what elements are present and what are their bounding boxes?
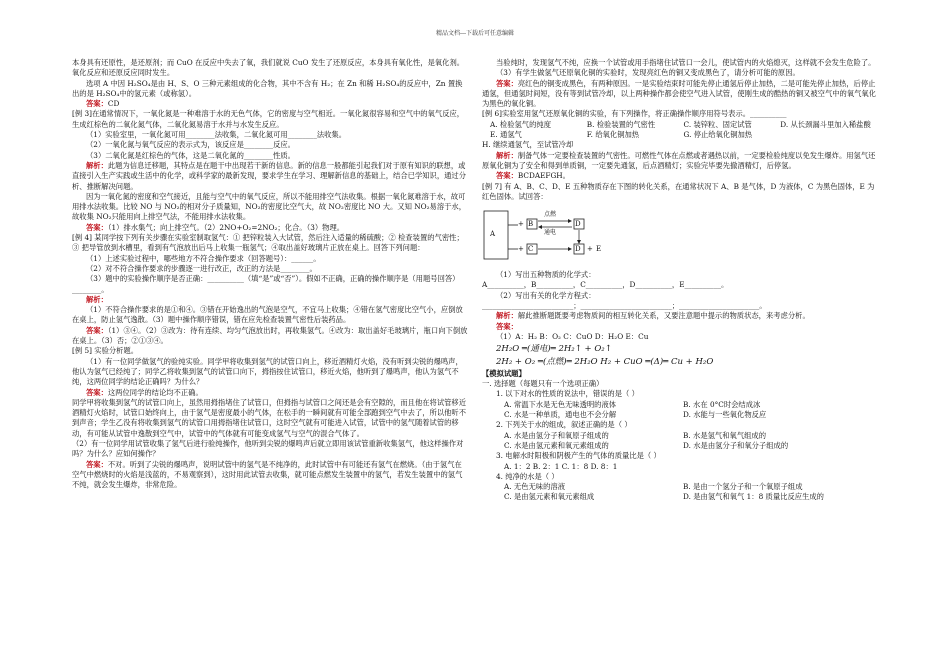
right-paragraph <box>482 301 877 311</box>
left-text: （1）上述实验过程中，哪些地方不符合操作要求（回答题号）：______。 <box>86 253 321 263</box>
left-paragraph <box>72 140 469 150</box>
answer-label: 答案： <box>86 387 108 397</box>
right-option: D. 从长颈漏斗里加入稀盐酸 <box>780 119 871 129</box>
left-text: [例 3]在通常情况下，一氧化氮是一种难溶于水的无色气体，它的密度与空气相近。一氧化氮很容易和空气中的氧气反应，生成红棕色的二氧化氮气体，二氧化氮易溶于水并与水发生反应。 <box>72 109 465 129</box>
node-e: E <box>596 245 602 254</box>
left-paragraph <box>72 192 469 223</box>
question-option[interactable]: C. 水是一种单质，通电也不会分解 <box>504 410 617 420</box>
node-c: C <box>528 245 534 254</box>
question-option[interactable]: A. 1：2 B. 2：1 C. 1：8 D. 8：1 <box>504 461 618 471</box>
left-text: 本身具有还原性，是还原剂；而 CuO 在反应中失去了氧，我们就说 CuO 发生了还原反应，本身具有氧化性，是氧化剂。氧化反应和还原反应同时发生。 <box>72 58 465 78</box>
right-text: 亮红色的铜变成黑色，有两种原因。一是实验结束时可能先停止通氢后停止加热，二是可能先停止加热，后停止通氢，但通氢时间短，没有等到试管冷却，以上两种操作都会使空气进入试管，使刚生成的酷热的铜又被空气中的氧气氧化为黑色的氧化铜。 <box>482 78 877 109</box>
left-paragraph <box>72 161 469 192</box>
left-text: （1）③④。（2）③改为：待有连续、均匀气泡放出时，再收集氢气。④改为：取出盖好毛玻璃片，瓶口向下倒放在桌上。（3）否；②①③④。 <box>72 325 468 346</box>
left-text: （2）一氧化氮与氧气反应的表示式为，该反应是________反应。 <box>86 140 295 150</box>
practice-section <box>482 369 877 503</box>
left-paragraph <box>72 151 469 161</box>
question-stem: 3. 电解水时阳极和阴极产生的气体的质量比是（ ） <box>496 451 661 461</box>
right-paragraph <box>482 171 877 181</box>
node-d: D <box>575 220 581 229</box>
question-option[interactable]: D. 水能与一些氧化物反应 <box>683 410 767 420</box>
question-options <box>482 482 877 503</box>
left-paragraph <box>72 346 469 356</box>
right-option: G. 停止给氧化铜加热 <box>683 130 753 140</box>
question-option[interactable]: B. 水是氢气和氧气组成的 <box>683 430 767 440</box>
answer-label: 答案： <box>496 321 518 331</box>
left-text: （2）对不符合操作要求的步骤逐一进行改正，改正的方法是________。 <box>86 263 317 273</box>
plus-3: + <box>587 245 593 254</box>
left-text: CD <box>107 99 120 109</box>
left-paragraph <box>72 254 469 264</box>
node-d-2: D <box>575 245 581 254</box>
left-text: （1）排水集气；向上排空气。（2）2NO+O₂=2NO₂；化合。（3）物理。 <box>107 222 345 232</box>
node-b: B <box>528 220 534 229</box>
right-text: （2）写出有关的化学方程式： <box>496 290 596 300</box>
left-text: （2）有一位同学用试管收集了氢气后进行验纯操作，他听到尖锐的爆鸣声后就立即用该试管重新收集氢气，他这样操作对吗？为什么？应如何操作？ <box>72 438 464 459</box>
right-paragraph <box>482 140 877 150</box>
left-text: [例 5] 实验分析题。 <box>72 346 139 356</box>
left-text: 选项 A 中因 H₂SO₄是由 H、S、O 三种元素组成的化合物，其中不含有 H₂；在 Zn 和稀 H₂SO₄的反应中，Zn 置换出的是 H₂SO₄中的氢元素（或称氢）。 <box>72 78 463 98</box>
right-paragraph <box>482 311 877 321</box>
conversion-diagram <box>482 205 877 267</box>
question-option[interactable]: B. 是由一个氢分子和一个氧原子组成 <box>683 482 803 492</box>
right-text: （1）写出五种物质的化学式： <box>496 270 596 280</box>
right-paragraph <box>482 322 877 332</box>
right-paragraph <box>482 58 877 68</box>
question-option[interactable]: B. 水在 0°C时会结成冰 <box>683 399 761 409</box>
left-text: （1）有一位同学做氢气的验纯实验。同学甲将收集到氢气的试管口向上，移近酒精灯火焰，没有听到尖锐的爆鸣声，他认为氢气已经纯了；同学乙将收集到氢气的试管口向下，拇指按住试管口，移近火焰，他听到了爆鸣声，他认为氢气不纯，这两位同学的结论正确吗？为什么？ <box>72 356 463 387</box>
right-options-4 <box>482 120 877 130</box>
question-list <box>482 389 877 502</box>
plus-2: + <box>518 245 524 254</box>
right-paragraph <box>482 280 877 290</box>
cond-ignite: 点燃 <box>544 211 557 219</box>
left-paragraph <box>72 79 469 100</box>
right-text: [例 6]实验室用氢气还原氧化铜的实验，有下列操作，将正确操作顺序用符号表示。__________ <box>482 109 787 119</box>
right-text: 解此推断题既要考虑物质间的相互转化关系，又要注意题中提示的物质状态，来考虑分析。 <box>517 311 810 321</box>
answer-label: 答案： <box>86 325 108 335</box>
right-text: （1）A：H₂ B：O₂ C：CuO D：H₂O E：Cu <box>496 331 649 341</box>
answer-label: 答案： <box>496 78 518 88</box>
left-paragraph <box>72 99 469 109</box>
answer-label: 答案： <box>496 171 518 181</box>
right-text: BCDAEFGH。 <box>517 171 570 181</box>
question-option[interactable]: A. 常温下水是无色无味透明的液体 <box>504 399 617 409</box>
question-option[interactable]: D. 水是由氢分子和氧分子组成的 <box>683 440 789 450</box>
right-option: C. 装锌粒、固定试管 <box>683 119 752 129</box>
left-paragraph <box>72 130 469 140</box>
answer-label: 解析： <box>86 294 108 304</box>
left-column <box>72 58 469 490</box>
left-paragraph <box>72 264 469 274</box>
left-paragraph <box>72 388 469 398</box>
left-text: 因为一氧化氮的密度和空气接近，且能与空气中的氧气反应，所以不能用排空气法收集。根据一氧化氮难溶于水，故可用排水法收集。比较 NO 与 NO₂的相对分子质量知，NO₂的密度比空气大，故 NO₂密度比 NO 大。又知 NO₂易溶于水，故收集 NO₂只能用向上排空气法，不能用排水法收集。 <box>72 191 467 222</box>
left-text: （1）实验室里，一氧化氮可用________法收集，二氧化氮可用________法收集。 <box>86 130 347 140</box>
right-text: 制备气体一定要检查装置的气密性。可燃性气体在点燃或者遇热以前，一定要检验纯度以免发生爆炸。用氢气还原氧化铜为了安全和得到单质铜，一定要先通氢，后点酒精灯；实验完毕要先撤酒精灯，后停氢。 <box>482 150 876 170</box>
right-bottom-text <box>482 270 877 342</box>
right-paragraph <box>482 79 877 110</box>
plus-1: + <box>518 220 524 229</box>
right-text: H. 继续通氢气，至试管冷却 <box>482 140 574 150</box>
answer-label: 解析： <box>86 160 108 170</box>
right-paragraph <box>482 151 877 172</box>
left-paragraph <box>72 274 469 295</box>
right-text: （3）有学生做氢气还原氧化铜的实验时，发现亮红色的铜又变成黑色了，请分析可能的原因。 <box>496 68 800 78</box>
left-text: 不对。听到了尖锐的爆鸣声，说明试管中的氢气是不纯净的，此时试管中有可能还有氢气在燃烧。（由于氢气在空气中燃烧时的火焰是浅蓝的，不易观察到），这时用此试管去收集，就可能点燃发生装置中的氢气，若发生装置中的氢气不纯，就会发生爆炸，非常危险。 <box>72 459 463 490</box>
right-option: B. 检验装置的气密性 <box>586 119 656 129</box>
practice-title: 【模拟试题】 <box>482 368 526 378</box>
equation-electrolysis: 2H₂O ═(通电)═ 2H₂↑ + O₂↑ <box>496 344 612 355</box>
answer-label: 解析： <box>496 311 518 321</box>
question-stem: 4. 纯净的水是（ ） <box>496 471 559 481</box>
question-option[interactable]: A. 无色无味的溶液 <box>504 482 565 492</box>
left-paragraph <box>72 326 469 347</box>
left-paragraph <box>72 357 469 388</box>
left-paragraph <box>72 295 469 305</box>
question-option[interactable]: D. 是由氢气和氧气 1：8 质量比反应生成的 <box>683 492 824 502</box>
right-option: E. 通氢气 <box>490 130 522 140</box>
right-top-text <box>482 58 877 202</box>
right-paragraph <box>482 68 877 78</box>
left-paragraph <box>72 58 469 79</box>
right-option: A. 检验氢气的纯度 <box>490 119 551 129</box>
answer-label: 答案： <box>86 222 108 232</box>
answer-label: 解析： <box>496 150 518 160</box>
right-text: A__________，B__________，C__________，D__________，E__________。 <box>482 280 729 290</box>
left-text: 此题为信息迁移题，其特点是在题干中出现若干新的信息。新的信息一般都能引起我们对于原有知识的联想，或直接引入生产实践或生活中的化学，或科学家的最新发现，要求学生在学习、理解新信息的基础上，结合已学知识，通过分析、推断解决问题。 <box>72 160 467 191</box>
question-option[interactable]: C. 是由氢元素和氧元素组成 <box>504 492 595 502</box>
right-paragraph <box>482 291 877 301</box>
right-text: _________________________；_________________________；______________________。 <box>482 301 767 311</box>
right-column <box>482 58 877 503</box>
question-options <box>482 462 877 472</box>
left-text: （1）不符合操作要求的是①和④。③错在开始逸出的气泡是空气，不宜马上收集；④错在氢气密度比空气小，应倒放在桌上，防止氢气逸散。（3）题中操作顺序错误，错在应先检查装置气密性后装药品。 <box>72 305 463 325</box>
right-paragraph <box>482 270 877 280</box>
answer-label: 答案： <box>86 99 108 109</box>
question-option[interactable]: C. 水是由氢元素和氧元素组成的 <box>504 440 609 450</box>
node-a: A <box>490 230 496 239</box>
left-text: [例 4] 某同学按下列有关步骤在实验室制取氢气：① 把锌粒装入大试管，然后注入适量的稀硫酸；② 检查装置的气密性；③ 把导管放到水槽里，看到有气泡放出后马上收集一瓶氢气；④取出盖好玻璃片正放在桌上。回答下列问题： <box>72 233 464 253</box>
left-text: 这两位同学的结论均不正确。 <box>107 387 203 397</box>
left-paragraph <box>72 460 469 491</box>
left-paragraph <box>72 233 469 254</box>
left-paragraph <box>72 223 469 233</box>
question-options <box>482 400 877 421</box>
left-text: 同学甲将收集到氢气的试管口向上，虽然用拇指堵住了试管口，但拇指与试管口之间还是会有空隙的，而且他在将试管移近酒精灯火焰时，试管口始终向上，由于氢气是密度最小的气体，在松手的一瞬间就有可能全部跑到空气中去了，所以他听不到声音；学生乙没有将收集到氢气的试管口用拇指堵住试管口，这时空气就有可能进入试管，试管中的氢气随着试管的移动，有可能从试管中逸散到空气中，试管中的气体就有可能变成氢气与空气的混合气体了。 <box>72 397 467 438</box>
right-paragraph <box>482 182 877 203</box>
answer-label: 答案： <box>86 459 108 469</box>
question-option[interactable]: A. 水是由氢分子和氧原子组成的 <box>504 430 609 440</box>
right-paragraph <box>482 109 877 119</box>
right-option: F. 给氧化铜加热 <box>586 130 640 140</box>
left-text: （3）题中的实验操作顺序是否正确：__________（填“是”或“否”）。假如不正确，正确的操作顺序是（用题号回答）________。 <box>72 274 460 294</box>
cond-electrolysis: 通电 <box>544 229 557 237</box>
question-options <box>482 431 877 452</box>
left-paragraph <box>72 109 469 130</box>
question-stem: 1. 以下对水的性质的说法中，错误的是（ ） <box>496 389 639 399</box>
left-paragraph <box>72 305 469 326</box>
right-options-5 <box>482 130 877 140</box>
left-paragraph <box>72 439 469 460</box>
right-text: [例 7] 有 A、B、C、D、E 五种物质存在下图的转化关系，在通常状况下 A、B 是气体，D 为液体，C 为黑色固体，E 为红色固体。试回答： <box>482 181 875 201</box>
left-text: （3）二氧化氮是红棕色的气体，这是二氧化氮的________性质。 <box>86 150 295 160</box>
right-paragraph <box>482 332 877 342</box>
question-stem: 2. 下列关于水的组成，叙述正确的是（ ） <box>496 420 632 430</box>
left-paragraph <box>72 398 469 439</box>
practice-section-label: 一. 选择题（每题只有一个选项正确） <box>482 379 604 389</box>
right-text: 当验纯时，发现氢气不纯，应换一个试管或用手指堵住试管口一会儿，使试管内的火焰熄灭，这样就不会发生危险了。 <box>496 58 876 67</box>
equation-combustion-reduction: 2H₂ + O₂ ═(点燃)═ 2H₂O H₂ + CuO ═(Δ)═ Cu + H₂O <box>496 356 714 367</box>
page-header: 精品文档---下载后可任意编辑 <box>435 30 515 37</box>
